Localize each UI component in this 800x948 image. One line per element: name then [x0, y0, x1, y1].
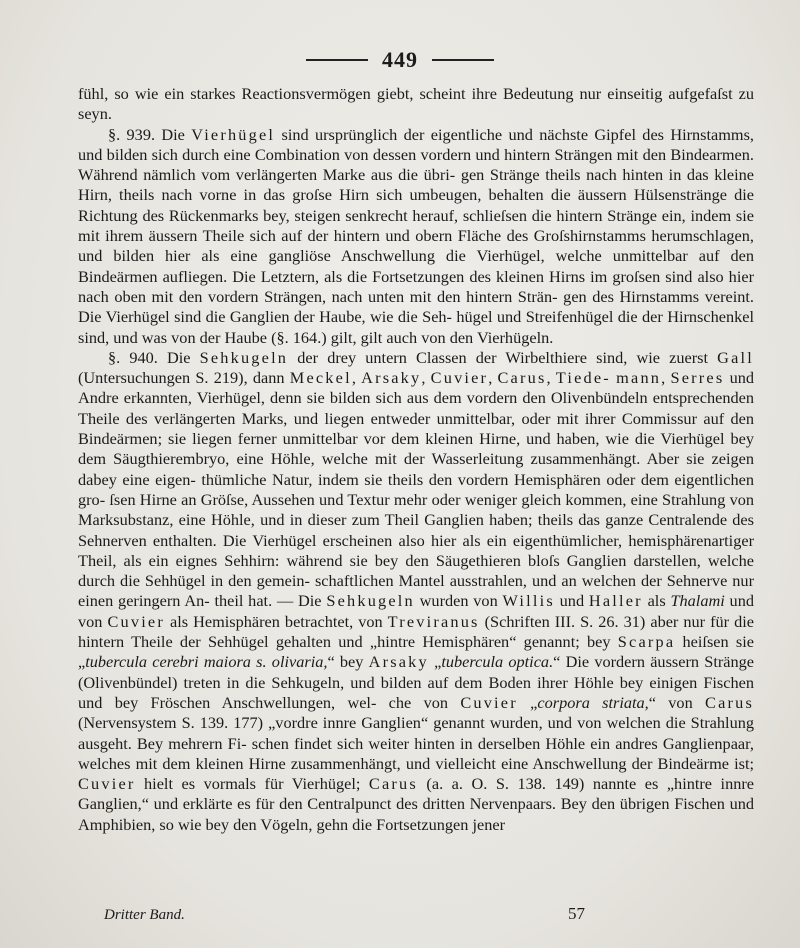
body-text: [78, 84, 754, 835]
paragraph-section-940: §. 940. Die Sehkugeln der drey untern Classen der Wirbelthiere sind, wie zuerst Gall (Untersuchungen S. 219), dann Meckel, Arsaky, Cuvier, Carus, Tiede- mann, Serres und Andre erkannten, Vierhügel, denn sie bilden sich aus dem vordern den Olivenbündeln entsprechenden Theile des verlängerten Marks, und liegen entweder unmittelbar, oder mit ihrer Commissur auf den Bindeärmen; sie liegen ferner unmittelbar vor dem kleinen Hirne, und haben, wie die Vierhügel bey dem Säugthierembryo, eine Höhle, welche mit der Wasserleitung zusammenhängt. Aber sie zeigen dabey eine eigen- thümliche Natur, indem sie theils den vordern Hemisphären oder dem eigentlichen gro- ſsen Hirne an Gröſse, Aussehen und Textur mehr oder weniger gleich kommen, eine Strahlung von Marksubstanz, eine Höhle, und in dieser zum Theil Ganglien haben; theils das ganze Centralende des Sehnerven enthalten. Die Vierhügel erscheinen also hier als ein eigenthümlicher, hemisphärenartiger Theil, als ein eignes Sehhirn: während sie bey den Säugethieren bloſs Ganglien darstellen, welche durch die Sehhügel in den gemein- schaftlichen Mantel ausstrahlen, und an welchen der Sehnerve nur einen geringern An- theil hat. — Die Sehkugeln wurden von Willis und Haller als Thalami und von Cuvier als Hemisphären betrachtet, von Treviranus (Schriften III. S. 26. 31) aber nur für die hintern Theile der Sehhügel gehalten und „hintre Hemisphären“ genannt; bey Scarpa heiſsen sie „tubercula cerebri maiora s. olivaria,“ bey Arsaky „tubercula optica.“ Die vordern äussern Stränge (Olivenbündel) treten in die Sehkugeln, und bilden auf dem Boden ihrer Höhle bey einigen Fischen und bey Fröschen Anschwellungen, wel- che von Cuvier „corpora striata,“ von Carus (Nervensystem S. 139. 177) „vordre innre Ganglien“ genannt wurden, und von welchen die Strahlung ausgeht. Bey mehrern Fi- schen findet sich weiter hinten in derselben Höhle ein andres Ganglienpaar, welches mit dem kleinen Hirne zusammenhängt, und vielleicht eine Anschwellung der Bindeärme ist; Cuvier hielt es vormals für Vierhügel; Carus (a. a. O. S. 138. 149) nannte es „hintre innre Ganglien,“ und erklärte es für den Centralpunct des dritten Nervenpaars. Bey den übrigen Fischen und Amphibien, so wie bey den Vögeln, gehn die Fortsetzungen jener: [78, 347, 755, 834]
header-rule-left: [306, 59, 368, 61]
paragraph-section-939: §. 939. Die Vierhügel sind ursprünglich der eigentliche und nächste Gipfel des Hirnstamms, und bilden sich durch eine Combination von dessen vordern und hintern Strängen mit den Bindearmen. Während nämlich vom verlängerten Marke aus die übri- gen Stränge theils nach hinten in das kleine Hirn, theils nach vorne in das groſse Hirn sich umbeugen, behalten die äussern Hülsenstränge die Richtung des Rückenmarks bey, steigen senkrecht herauf, schlieſsen die hintern Stränge ein, indem sie mit ihrem äussern Theile sich auf der hintern und obern Fläche des Groſshirnstamms herumschlagen, und bilden hier als eine gangliöse Anschwellung die Vierhügel, welche unmittelbar auf den Bindeärmen aufliegen. Die Letztern, als die Fortsetzungen des kleinen Hirns im groſsen sind also hier nach oben mit den vordern Strängen, nach unten mit den hintern Strän- gen des Hirnstamms vereint. Die Vierhügel sind die Ganglien der Haube, wie die Seh- hügel und Streifenhügel die der Hirnschenkel sind, und was von der Haube (§. 164.) gilt, gilt auch von den Vierhügeln.: [78, 124, 755, 347]
volume-label: Dritter Band.: [104, 907, 185, 923]
header-rule-right: [432, 59, 494, 61]
signature-mark: 57: [568, 904, 585, 923]
paragraph-continuation: fühl, so wie ein starkes Reactionsvermögen giebt, scheint ihre Bedeutung nur einseitig aufgefaſst zu seyn.: [78, 84, 754, 124]
page-footer: [90, 904, 750, 928]
page-header: [0, 40, 800, 80]
page-number: 449: [382, 47, 418, 72]
